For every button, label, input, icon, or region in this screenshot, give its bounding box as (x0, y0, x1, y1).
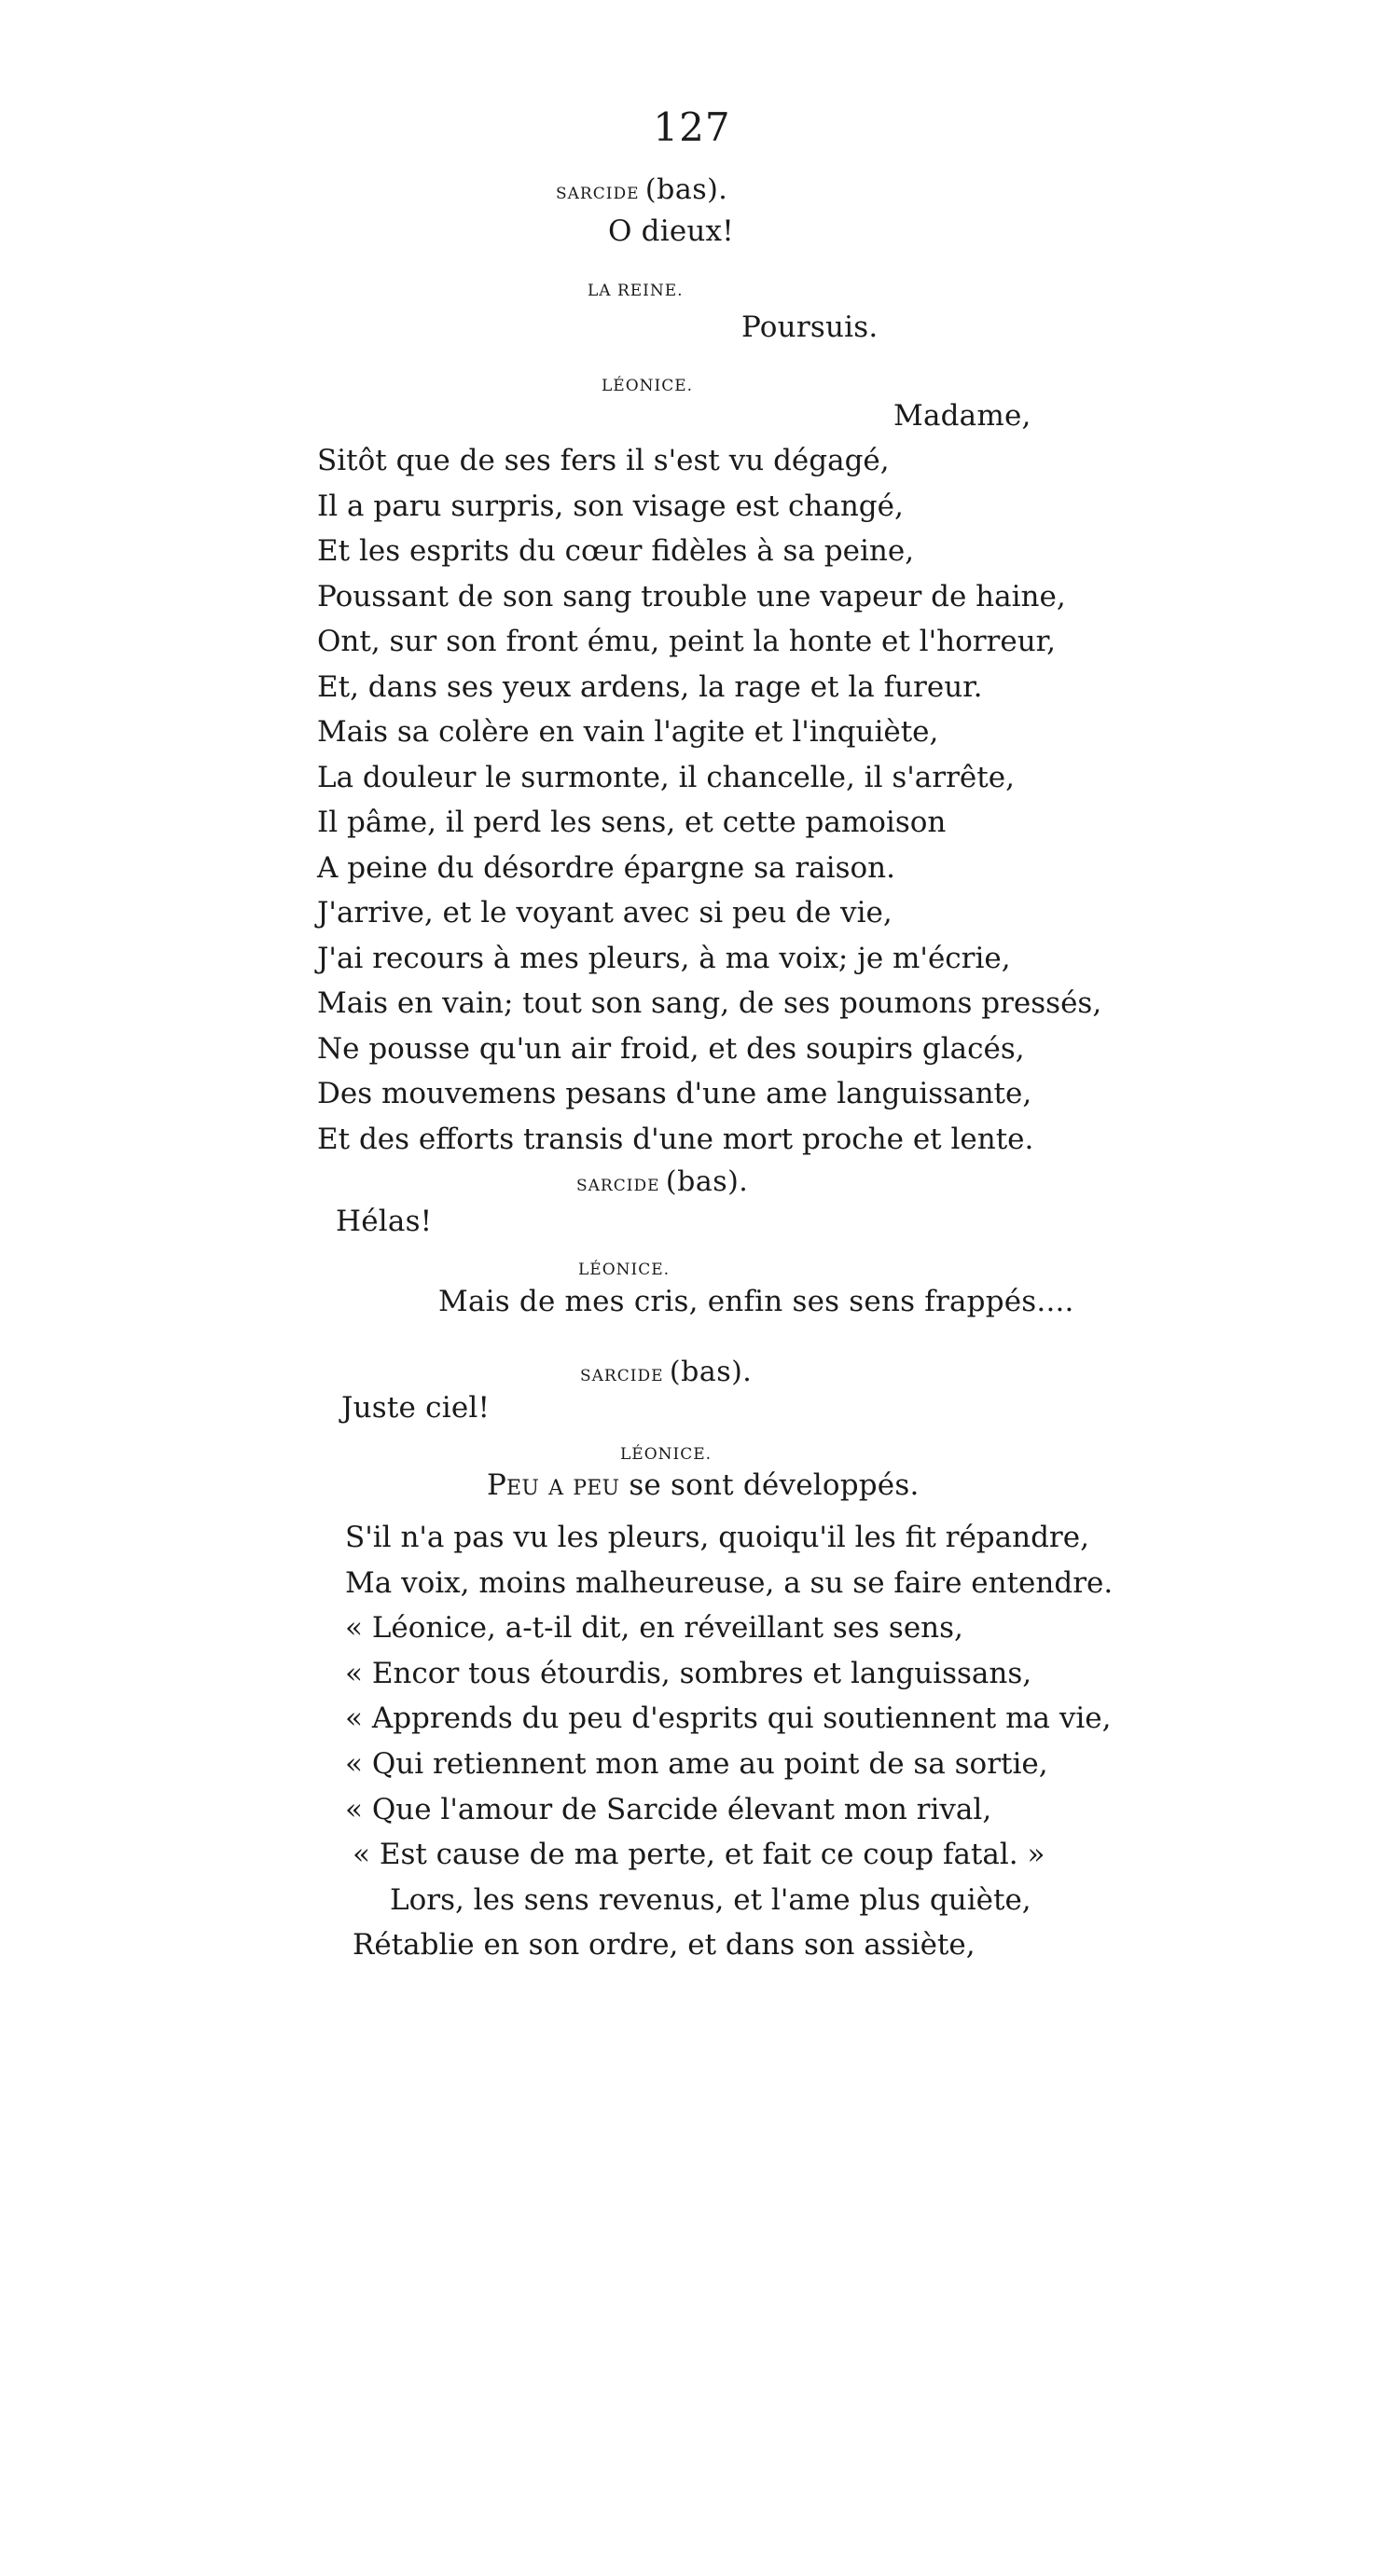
verse-line: Mais en vain; tout son sang, de ses poumons pressés, (317, 986, 1102, 1020)
verse-line: La douleur le surmonte, il chancelle, il s'arrête, (317, 760, 1015, 794)
verse-line: Ont, sur son front ému, peint la honte et l'horreur, (317, 625, 1056, 658)
verse-line: Ne pousse qu'un air froid, et des soupirs glacés, (317, 1031, 1025, 1066)
verse-line: A peine du désordre épargne sa raison. (317, 850, 895, 885)
verse-line: Sitôt que de ses fers il s'est vu dégagé, (317, 444, 890, 477)
page-number: 127 (653, 104, 731, 150)
verse-line: Et les esprits du cœur fidèles à sa peine, (317, 534, 915, 568)
verse-line: J'ai recours à mes pleurs, à ma voix; je m'écrie, (317, 941, 1011, 975)
speaker-name: SARCIDE (576, 1177, 660, 1195)
verse-line: Et des efforts transis d'une mort proche et lente. (317, 1122, 1034, 1156)
verse-line: Juste ciel! (341, 1391, 491, 1425)
verse-line: « Que l'amour de Sarcide élevant mon rival, (345, 1792, 992, 1826)
verse-line: « Encor tous étourdis, sombres et languissans, (345, 1656, 1032, 1690)
line-text: se sont développés. (629, 1468, 920, 1502)
speaker-heading-sarcide (576, 1165, 748, 1198)
verse-line: « Est cause de ma perte, et fait ce coup fatal. » (353, 1838, 1045, 1871)
verse-line: Il a paru surpris, son visage est changé, (317, 489, 904, 523)
speaker-heading-sarcide (580, 1356, 752, 1388)
verse-line: Mais de mes cris, enfin ses sens frappés.... (438, 1285, 1074, 1318)
small-caps-text: Peu a peu (487, 1468, 620, 1502)
speaker-heading-leonice: LÉONICE. (578, 1260, 671, 1279)
verse-line: Poursuis. (741, 310, 879, 344)
verse-line (487, 1468, 920, 1502)
verse-line: Rétablie en son ordre, et dans son assiète, (353, 1928, 976, 1962)
verse-line: Madame, (893, 399, 1031, 433)
speaker-name: SARCIDE (580, 1367, 664, 1385)
stage-direction: (bas). (644, 173, 728, 206)
stage-direction: (bas). (669, 1356, 753, 1388)
verse-line: Des mouvemens pesans d'une ame languissante, (317, 1077, 1032, 1110)
verse-line: Il pâme, il perd les sens, et cette pamoison (317, 806, 947, 839)
verse-line: J'arrive, et le voyant avec si peu de vie, (317, 896, 893, 930)
speaker-heading-leonice: LÉONICE. (620, 1445, 713, 1464)
speaker-heading-sarcide (556, 173, 727, 206)
verse-line: « Apprends du peu d'esprits qui soutiennent ma vie, (345, 1701, 1112, 1736)
verse-line: Hélas! (336, 1205, 433, 1238)
verse-line: « Léonice, a-t-il dit, en réveillant ses sens, (345, 1611, 963, 1646)
speaker-name: SARCIDE (556, 185, 640, 203)
verse-line: Mais sa colère en vain l'agite et l'inquiète, (317, 715, 939, 749)
verse-line: Lors, les sens revenus, et l'ame plus quiète, (390, 1882, 1031, 1917)
speaker-heading-la-reine: LA REINE. (588, 282, 684, 300)
verse-line: O dieux! (608, 214, 734, 248)
verse-block (345, 1515, 1113, 1832)
verse-line: Ma voix, moins malheureuse, a su se faire entendre. (345, 1565, 1114, 1600)
verse-line: Poussant de son sang trouble une vapeur de haine, (317, 579, 1066, 613)
verse-line: Et, dans ses yeux ardens, la rage et la fureur. (317, 669, 983, 704)
verse-block (317, 438, 1101, 1162)
verse-line: S'il n'a pas vu les pleurs, quoiqu'il les fit répandre, (345, 1521, 1089, 1554)
verse-line: « Qui retiennent mon ame au point de sa sortie, (345, 1746, 1048, 1781)
speaker-heading-leonice: LÉONICE. (602, 377, 694, 395)
verse-block (353, 1832, 1045, 1968)
stage-direction: (bas). (665, 1165, 749, 1198)
